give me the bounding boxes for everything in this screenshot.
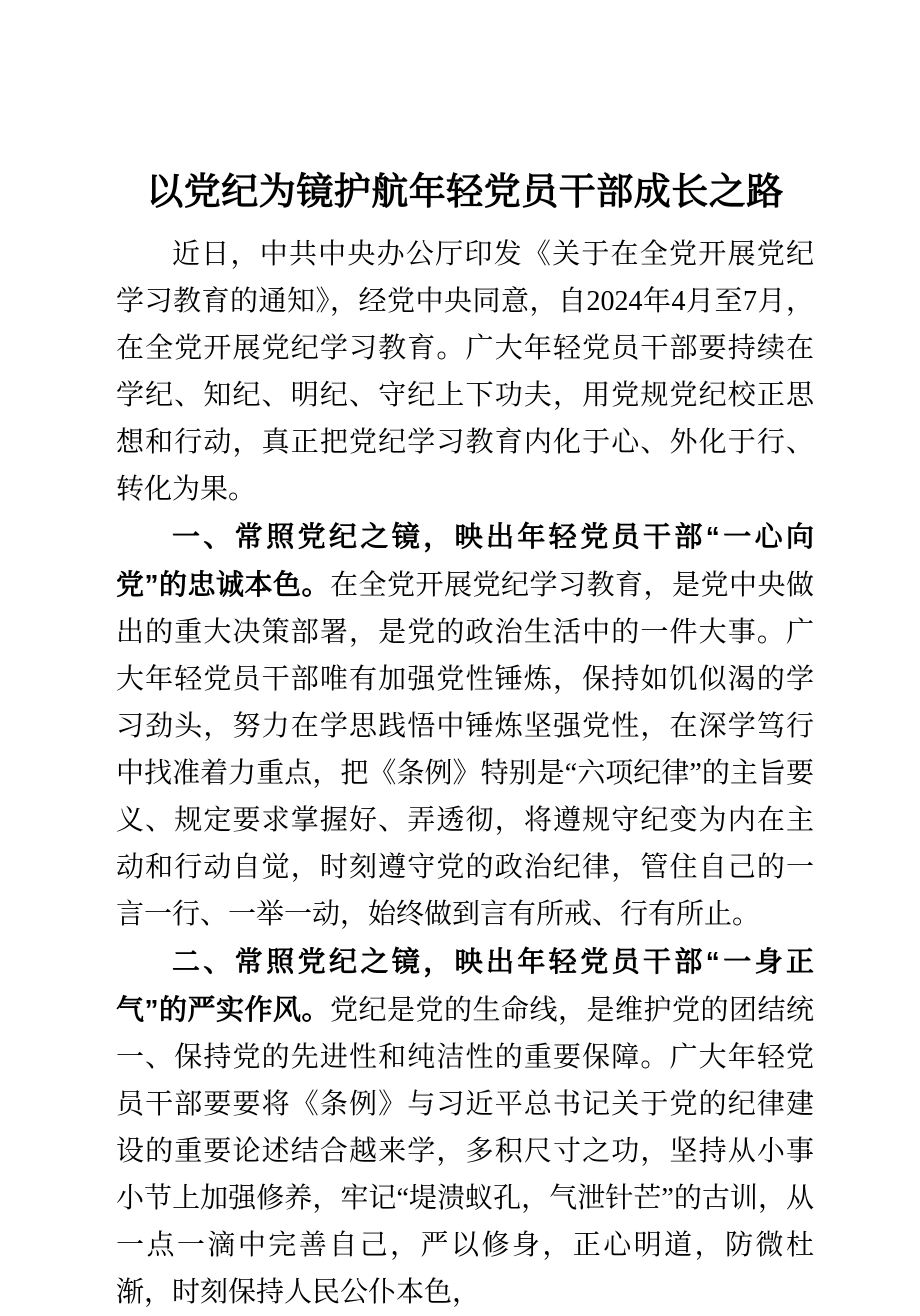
section-1-heading: 一、常照党纪之镜，映出年轻党员干部“一心向党”的忠诚本色。: [116, 521, 814, 600]
paragraph-section-2: [116, 938, 814, 1316]
section-2-text: 党纪是党的生命线，是维护党的团结统一、保持党的先进性和纯洁性的重要保障。广大年轻党员干部要要将《条例》与习近平总书记关于党的纪律建设的重要论述结合越来学，多积尺寸之功，坚持从小事小节上加强修养，牢记“堤溃蚁孔，气泄针芒”的古训，从一点一滴中完善自己，严以修身，正心明道，防微杜渐，时刻保持人民公仆本色，: [116, 995, 814, 1308]
section-2-heading: 二、常照党纪之镜，映出年轻党员干部“一身正气”的严实作风。: [116, 946, 814, 1025]
section-1-text: 在全党开展党纪学习教育，是党中央做出的重大决策部署，是党的政治生活中的一件大事。广大年轻党员干部唯有加强党性锤炼，保持如饥似渴的学习劲头，努力在学思践悟中锤炼坚强党性，在深学笃行中找准着力重点，把《条例》特别是“六项纪律”的主旨要义、规定要求掌握好、弄透彻，将遵规守纪变为内在主动和行动自觉，时刻遵守党的政治纪律，管住自己的一言一行、一举一动，始终做到言有所戒、行有所止。: [116, 570, 814, 930]
paragraph-section-1: [116, 513, 814, 938]
paragraph-intro-text: 近日，中共中央办公厅印发《关于在全党开展党纪学习教育的通知》，经党中央同意，自2024年4月至7月，在全党开展党纪学习教育。广大年轻党员干部要持续在学纪、知纪、明纪、守纪上下功夫，用党规党纪校正思想和行动，真正把党纪学习教育内化于心、外化于行、转化为果。: [116, 239, 814, 505]
paragraph-intro: [116, 230, 814, 513]
document-title: 以党纪为镜护航年轻党员干部成长之路: [146, 171, 784, 212]
